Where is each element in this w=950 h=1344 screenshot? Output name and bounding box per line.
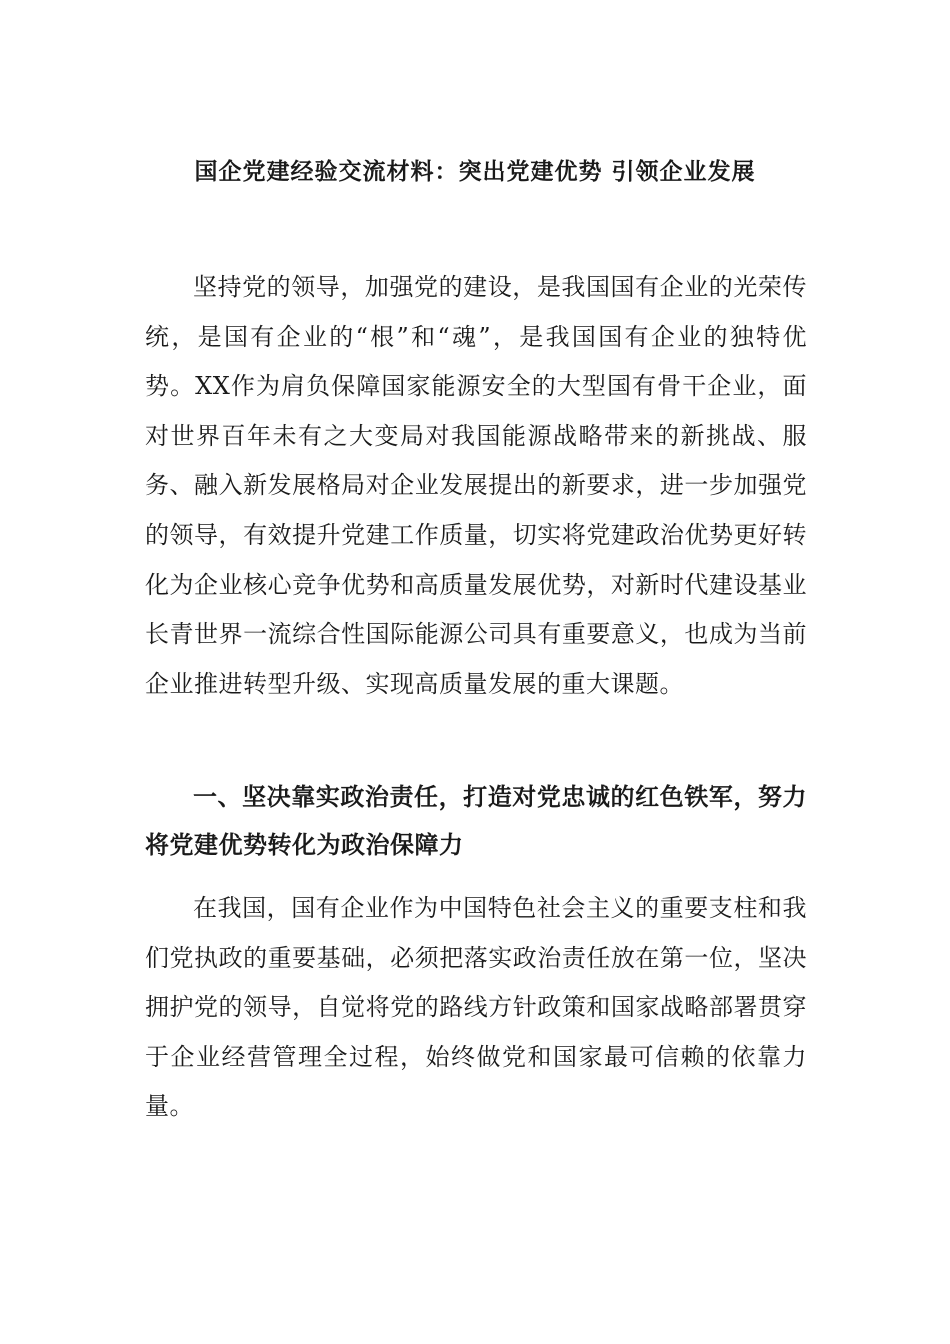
section-1-paragraph: 在我国，国有企业作为中国特色社会主义的重要支柱和我们党执政的重要基础，必须把落实政治责任放在第一位，坚决拥护党的领导，自觉将党的路线方针政策和国家战略部署贯穿于企业经营管理全过程，始终做党和国家最可信赖的依靠力量。 [145,894,807,1121]
document-title: 国企党建经验交流材料：突出党建优势 引领企业发展 [194,158,756,185]
intro-paragraph: 坚持党的领导，加强党的建设，是我国国有企业的光荣传统，是国有企业的“根”和“魂”，是我国国有企业的独特优势。XX作为肩负保障国家能源安全的大型国有骨干企业，面对世界百年未有之大变局对我国能源战略带来的新挑战、服务、融入新发展格局对企业发展提出的新要求，进一步加强党的领导，有效提升党建工作质量，切实将党建政治优势更好转化为企业核心竞争优势和高质量发展优势，对新时代建设基业长青世界一流综合性国际能源公司具有重要意义，也成为当前企业推进转型升级、实现高质量发展的重大课题。 [145,273,807,698]
section-heading-1: 一、坚决靠实政治责任，打造对党忠诚的红色铁军，努力将党建优势转化为政治保障力 [145,782,807,859]
